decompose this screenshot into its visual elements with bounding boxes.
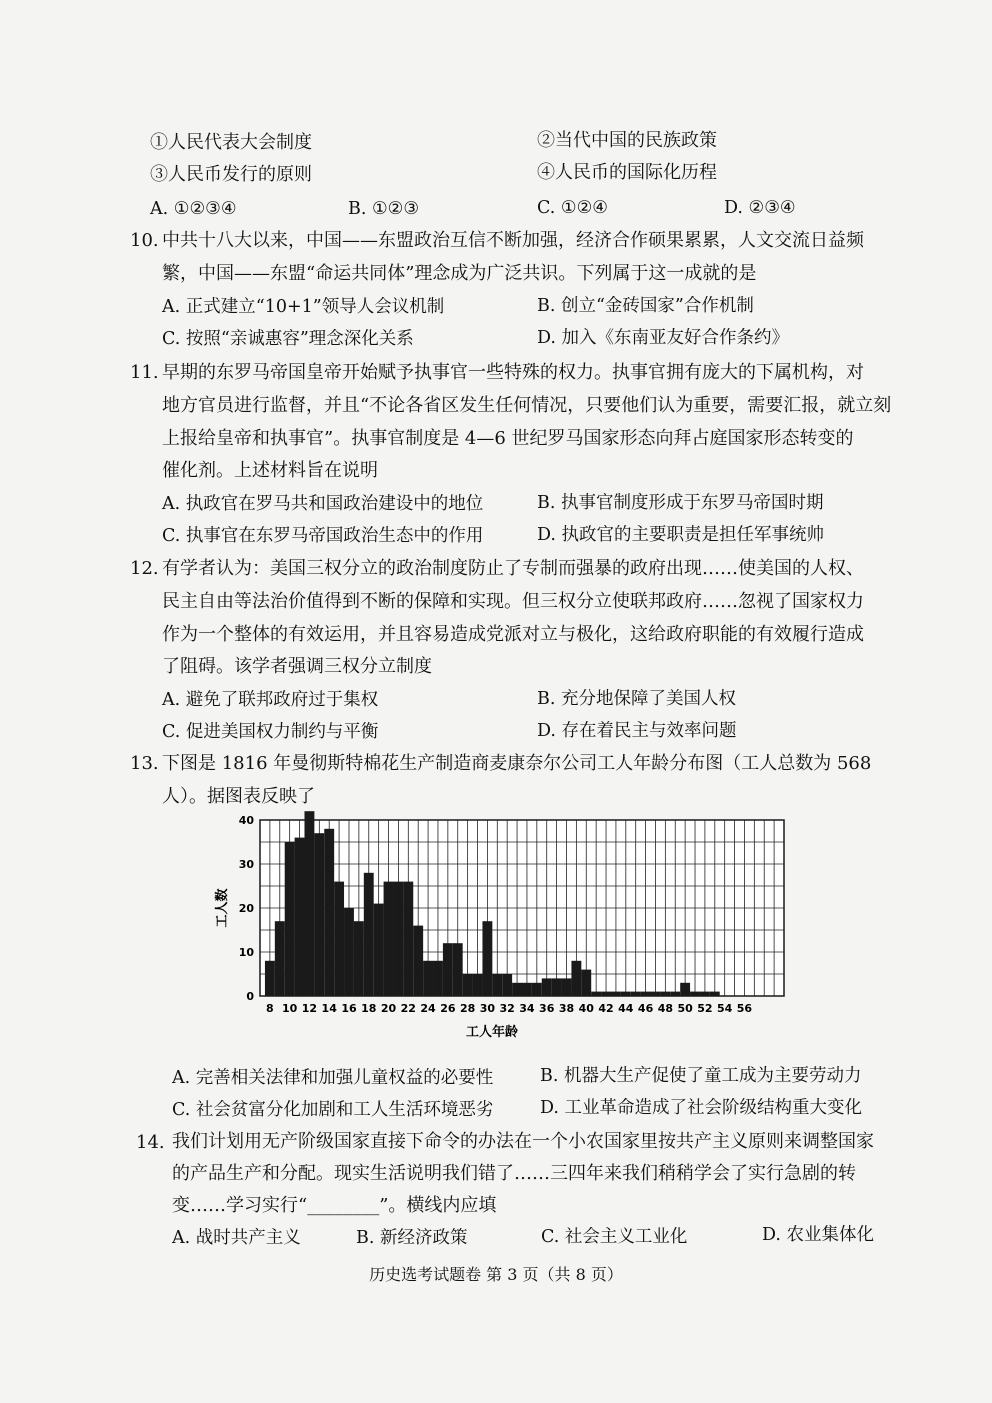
histogram-bar (700, 992, 710, 996)
q13-option-c: C. 社会贫富分化加剧和工人生活环境恶劣 (172, 1100, 494, 1120)
histogram-bar (571, 961, 581, 996)
q12-line-2: 民主自由等法治价值得到不断的保障和实现。但三权分立使联邦政府……忽视了国家权力 (162, 591, 864, 612)
q12-line-3: 作为一个整体的有效运用，并且容易造成党派对立与极化，这给政府职能的有效履行造成 (162, 624, 864, 645)
q10-line-1: 中共十八大以来，中国——东盟政治互信不断加强，经济合作硕果累累，人文交流日益频 (162, 230, 864, 251)
x-tick-label: 40 (578, 1002, 594, 1015)
q10-option-b: B. 创立“金砖国家”合作机制 (537, 296, 754, 316)
histogram-bar (710, 992, 720, 996)
histogram-bar (393, 882, 403, 996)
histogram-bar (660, 992, 670, 996)
q14-number: 14. (136, 1132, 165, 1153)
x-tick-label: 20 (380, 1002, 397, 1015)
histogram-bar (314, 833, 324, 996)
q10-option-c: C. 按照“亲诚惠容”理念深化关系 (162, 329, 414, 349)
histogram-bar (364, 873, 374, 996)
histogram-bar (562, 978, 572, 996)
histogram-bar (631, 992, 641, 996)
y-tick-label: 20 (238, 902, 254, 915)
histogram-bar (403, 882, 413, 996)
q13-option-a: A. 完善相关法律和加强儿童权益的必要性 (172, 1068, 494, 1088)
x-tick-label: 8 (266, 1002, 274, 1015)
histogram-bar (324, 829, 334, 996)
q11-option-a: A. 执政官在罗马共和国政治建设中的地位 (162, 494, 484, 514)
q12-option-c: C. 促进美国权力制约与平衡 (162, 722, 379, 742)
x-tick-label: 26 (440, 1002, 456, 1015)
q9-option-a: A. ①②③④ (150, 199, 237, 219)
q14-option-a: A. 战时共产主义 (172, 1228, 301, 1248)
histogram-bar (334, 882, 344, 996)
histogram-bar (354, 921, 364, 996)
y-tick-label: 10 (238, 946, 254, 959)
q12-option-b: B. 充分地保障了美国人权 (537, 689, 736, 709)
x-tick-label: 32 (499, 1002, 515, 1015)
q11-number: 11. (130, 362, 159, 383)
x-tick-label: 48 (657, 1002, 674, 1015)
item-4: ④人民币的国际化历程 (537, 162, 717, 183)
histogram-bar (492, 974, 502, 996)
histogram-bar (295, 838, 305, 996)
histogram-bar (275, 921, 285, 996)
q13-line-1: 下图是 1816 年曼彻斯特棉花生产制造商麦康奈尔公司工人年龄分布图（工人总数为 568 (162, 753, 872, 774)
histogram-bar (532, 983, 542, 996)
q11-option-c: C. 执事官在东罗马帝国政治生态中的作用 (162, 526, 484, 546)
x-tick-label: 16 (341, 1002, 357, 1015)
histogram-bar (651, 992, 661, 996)
x-tick-label: 52 (697, 1002, 713, 1015)
x-tick-label: 34 (519, 1002, 535, 1015)
q11-line-1: 早期的东罗马帝国皇帝开始赋予执事官一些特殊的权力。执事官拥有庞大的下属机构，对 (162, 362, 864, 383)
histogram-bar (581, 970, 591, 996)
histogram-bar (512, 983, 522, 996)
histogram-bar (285, 842, 295, 996)
histogram-bar (413, 926, 423, 996)
x-tick-label: 44 (618, 1002, 634, 1015)
q11-line-2: 地方官员进行监督，并且“不论各省区发生任何情况，只要他们认为重要，需要汇报，就立刻 (162, 395, 892, 416)
histogram-bar (344, 908, 354, 996)
x-tick-label: 22 (400, 1002, 416, 1015)
x-tick-label: 38 (558, 1002, 575, 1015)
q10-line-2: 繁，中国——东盟“命运共同体”理念成为广泛共识。下列属于这一成就的是 (162, 263, 757, 284)
q14-line-3: 变……学习实行“________”。横线内应填 (172, 1195, 497, 1216)
q12-line-4: 了阻碍。该学者强调三权分立制度 (162, 656, 432, 677)
q11-option-b: B. 执事官制度形成于东罗马帝国时期 (537, 493, 824, 513)
q12-number: 12. (130, 558, 159, 579)
q14-option-b: B. 新经济政策 (356, 1228, 468, 1248)
y-tick-label: 40 (238, 814, 254, 827)
x-tick-label: 28 (459, 1002, 476, 1015)
histogram-bar (433, 961, 443, 996)
histogram-bar (443, 943, 453, 996)
histogram-bar (423, 961, 433, 996)
q13-option-d: D. 工业革命造成了社会阶级结构重大变化 (540, 1098, 863, 1118)
y-tick-label: 30 (238, 858, 254, 871)
histogram-bar (453, 943, 463, 996)
q9-option-b: B. ①②③ (348, 199, 420, 219)
x-tick-label: 14 (321, 1002, 337, 1015)
histogram-bar (680, 983, 690, 996)
histogram-bar (482, 921, 492, 996)
histogram-bar (473, 974, 483, 996)
x-tick-label: 36 (539, 1002, 555, 1015)
q14-line-2: 的产品生产和分配。现实生活说明我们错了……三四年来我们稍稍学会了实行急剧的转 (172, 1163, 856, 1184)
histogram-bar (463, 974, 473, 996)
histogram-bar (621, 992, 631, 996)
histogram-bar (374, 904, 384, 996)
x-tick-label: 42 (598, 1002, 614, 1015)
q10-option-d: D. 加入《东南亚友好合作条约》 (537, 328, 790, 348)
x-tick-label: 12 (301, 1002, 318, 1015)
q13-line-2: 人）。据图表反映了 (162, 786, 315, 807)
q11-line-3: 上报给皇帝和执事官”。执事官制度是 4—6 世纪罗马国家形态向拜占庭国家形态转变的 (162, 428, 854, 449)
item-2: ②当代中国的民族政策 (537, 130, 717, 151)
histogram-bar (670, 992, 680, 996)
x-tick-label: 56 (736, 1002, 753, 1015)
item-1: ①人民代表大会制度 (150, 132, 312, 153)
worker-age-histogram (208, 808, 808, 1048)
histogram-bar (542, 978, 552, 996)
q13-number: 13. (130, 753, 159, 774)
x-tick-label: 54 (717, 1002, 733, 1015)
item-3: ③人民币发行的原则 (150, 164, 312, 185)
y-tick-label: 0 (246, 990, 254, 1003)
q9-option-d: D. ②③④ (724, 198, 796, 218)
x-tick-label: 50 (677, 1002, 693, 1015)
histogram-bar (641, 992, 651, 996)
x-tick-label: 46 (637, 1002, 654, 1015)
q10-number: 10. (130, 230, 159, 251)
histogram-bar (522, 983, 532, 996)
q14-line-1: 我们计划用无产阶级国家直接下命令的办法在一个小农国家里按共产主义原则来调整国家 (172, 1131, 874, 1152)
q12-option-a: A. 避免了联邦政府过于集权 (162, 690, 379, 710)
q12-option-d: D. 存在着民主与效率问题 (537, 721, 737, 741)
q14-option-d: D. 农业集体化 (762, 1225, 875, 1245)
histogram-bar (601, 992, 611, 996)
q12-line-1: 有学者认为：美国三权分立的政治制度防止了专制而强暴的政府出现……使美国的人权、 (162, 558, 864, 579)
histogram-bar (690, 992, 700, 996)
histogram-bar (552, 978, 562, 996)
histogram-bar (384, 882, 394, 996)
histogram-bar (502, 974, 512, 996)
q13-option-b: B. 机器大生产促使了童工成为主要劳动力 (540, 1066, 862, 1086)
histogram-bar (304, 811, 314, 996)
q10-option-a: A. 正式建立“10+1”领导人会议机制 (162, 297, 445, 317)
q14-option-c: C. 社会主义工业化 (541, 1227, 688, 1247)
x-tick-label: 10 (282, 1002, 298, 1015)
x-axis-label: 工人年龄 (465, 1025, 519, 1040)
q11-option-d: D. 执政官的主要职责是担任军事统帅 (537, 525, 825, 545)
page-footer: 历史选考试题卷 第 3 页（共 8 页） (369, 1265, 623, 1284)
histogram-bar (265, 961, 275, 996)
x-tick-label: 18 (361, 1002, 377, 1015)
histogram-bar (611, 992, 621, 996)
histogram-bar (591, 992, 601, 996)
x-tick-label: 24 (420, 1002, 436, 1015)
q9-option-c: C. ①②④ (537, 198, 608, 218)
x-tick-label: 30 (479, 1002, 496, 1015)
q11-line-4: 催化剂。上述材料旨在说明 (162, 460, 378, 481)
y-axis-label: 工人数 (215, 888, 230, 928)
